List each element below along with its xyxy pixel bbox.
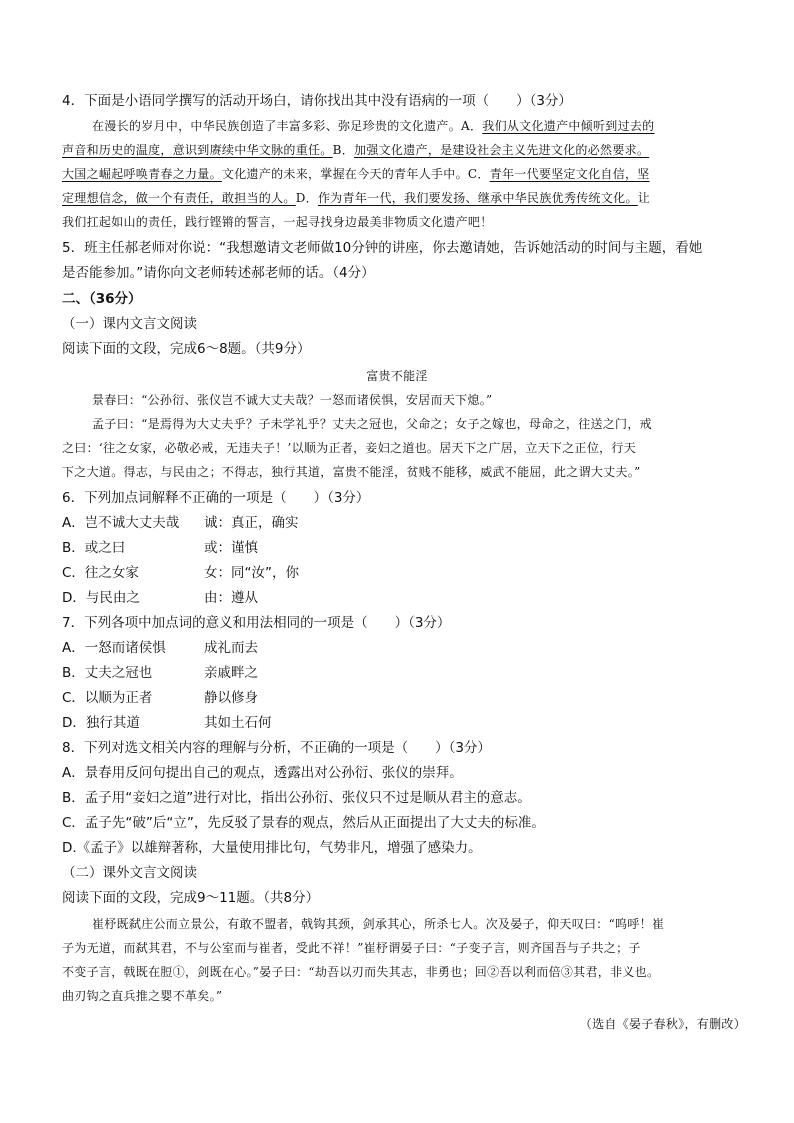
q4-stem: 4．下面是小语同学撰写的活动开场白，请你找出其中没有语病的一项（ ）（3分） [62, 93, 572, 109]
subsection-heading: （二）课外文言文阅读 [62, 865, 197, 881]
q7-option-b-compare: 亲戚畔之 [204, 665, 258, 681]
q4-option-d: 作为青年一代，我们要发扬、继承中华民族优秀传统文化。 [317, 191, 638, 205]
q4-passage-line-4 [62, 189, 650, 207]
passage-source: （选自《晏子春秋》，有删改） [579, 1017, 746, 1031]
passage-line-1: 景春曰：“公孙衍、张仪岂不诚大丈夫哉？一怒而诸侯惧，安居而天下熄。” [92, 393, 493, 407]
q4-option-b-cont: 大国之崛起呼唤青春之力量。 [62, 167, 222, 181]
q4-option-c-cont: 定理想信念，做一个有责任，敢担当的人。 [62, 191, 296, 205]
q7-stem: 7．下列各项中加点词的意义和用法相同的一项是（ ）（3分） [62, 615, 451, 631]
passage-title: 富贵不能淫 [366, 369, 428, 383]
q4-passage-line-3 [62, 165, 650, 183]
q4-text: B． [332, 143, 355, 157]
passage-line-2: 孟子曰：“是焉得为大丈夫乎？子未学礼乎？丈夫之冠也，父命之；女子之嫁也，母命之，往送之门，戒 [92, 417, 652, 431]
q8-stem: 8．下列对选文相关内容的理解与分析，不正确的一项是（ ）（3分） [62, 740, 491, 756]
reading-instruction: 阅读下面的文段，完成9～11题。（共8分） [62, 890, 320, 906]
q7-option-d: D．独行其道 [62, 715, 140, 731]
q6-option-b: B．或之曰 [62, 540, 126, 556]
q4-option-a-cont: 声音和历史的温度，意识到赓续中华文脉的重任。 [62, 143, 333, 157]
reading-instruction: 阅读下面的文段，完成6～8题。（共9分） [62, 341, 311, 357]
q6-option-b-meaning: 或：谨慎 [204, 540, 258, 556]
q7-option-d-compare: 其如土石何 [204, 715, 272, 731]
passage-line-2: 子为无道，而弑其君，不与公室而与崔者，受此不祥！”崔杼谓晏子曰：“子变子言，则齐国吾与子共之；子 [62, 941, 641, 955]
q8-option-b: B．孟子用“妾妇之道”进行对比，指出公孙衍、张仪只不过是顺从君主的意志。 [62, 790, 531, 806]
q4-text: D． [295, 191, 318, 205]
q7-option-c-compare: 静以修身 [204, 690, 258, 706]
q4-option-a: 我们从文化遗产中倾听到过去的 [482, 119, 655, 133]
q6-option-d-meaning: 由：遵从 [204, 590, 258, 606]
q6-option-d: D．与民由之 [62, 590, 140, 606]
q6-option-a: A．岂不诚大丈夫哉 [62, 515, 180, 531]
q4-passage-line-2 [62, 141, 649, 159]
passage-line-4: 曲刃钩之直兵推之婴不革矣。” [62, 989, 223, 1003]
q5-line-2: 是否能参加。”请你向文老师转述郝老师的话。（4分） [62, 265, 375, 281]
q7-option-c: C．以顺为正者 [62, 690, 153, 706]
passage-line-4: 下之大道。得志，与民由之；不得志，独行其道，富贵不能淫，贫贱不能移，威武不能屈，此之谓大丈夫。” [62, 465, 641, 479]
q7-option-a: A．一怒而诸侯惧 [62, 640, 166, 656]
subsection-heading: （一）课内文言文阅读 [62, 316, 197, 332]
passage-line-3: 不变子言，戟既在脰①，剑既在心。”晏子曰：“劫吾以刃而失其志，非勇也；回②吾以利而倍③其君，非义也。 [62, 965, 660, 979]
q6-option-a-meaning: 诚：真正，确实 [204, 515, 299, 531]
passage-line-1: 崔杼既弑庄公而立景公，有敢不盟者，戟钩其颈，剑承其心，所杀七人。次及晏子，仰天叹曰：“呜呼！崔 [92, 917, 665, 931]
q4-option-b: 加强文化遗产，是建设社会主义先进文化的必然要求。 [354, 143, 650, 157]
section-heading: 二、（36分） [62, 291, 142, 307]
q7-option-a-compare: 成礼而去 [204, 640, 258, 656]
q8-option-c: C．孟子先“破”后“立”，先反驳了景春的观点，然后从正面提出了大丈夫的标准。 [62, 815, 545, 831]
q8-option-d: D.《孟子》以雄辩著称，大量使用排比句，气势非凡，增强了感染力。 [62, 840, 482, 856]
q6-option-c: C．往之女家 [62, 565, 139, 581]
q6-stem: 6．下列加点词解释不正确的一项是（ ）（3分） [62, 490, 370, 506]
q4-text: 文化遗产的未来，掌握在今天的青年人手中。C． [221, 167, 490, 181]
q4-text: 让 [637, 191, 651, 205]
q6-option-c-meaning: 女：同“汝”，你 [204, 565, 299, 581]
q4-option-c: 青年一代要坚定文化自信，坚 [489, 167, 650, 181]
q4-text: 在漫长的岁月中，中华民族创造了丰富多彩、弥足珍贵的文化遗产。A． [92, 119, 483, 133]
q8-option-a: A．景春用反问句提出自己的观点，透露出对公孙衍、张仪的崇拜。 [62, 765, 463, 781]
q4-passage-line-5: 我们扛起如山的责任，践行铿锵的誓言，一起寻找身边最美非物质文化遗产吧！ [62, 215, 493, 229]
q4-passage-line-1 [92, 117, 654, 135]
q7-option-b: B．丈夫之冠也 [62, 665, 153, 681]
q5-line-1: 5．班主任郝老师对你说：“我想邀请文老师做10分钟的讲座，你去邀请她，告诉她活动的时间与主题，看她 [62, 240, 703, 256]
passage-line-3: 之曰：‘往之女家，必敬必戒，无违夫子！’以顺为正者，妾妇之道也。居天下之广居，立天下之正位，行天 [62, 441, 637, 455]
